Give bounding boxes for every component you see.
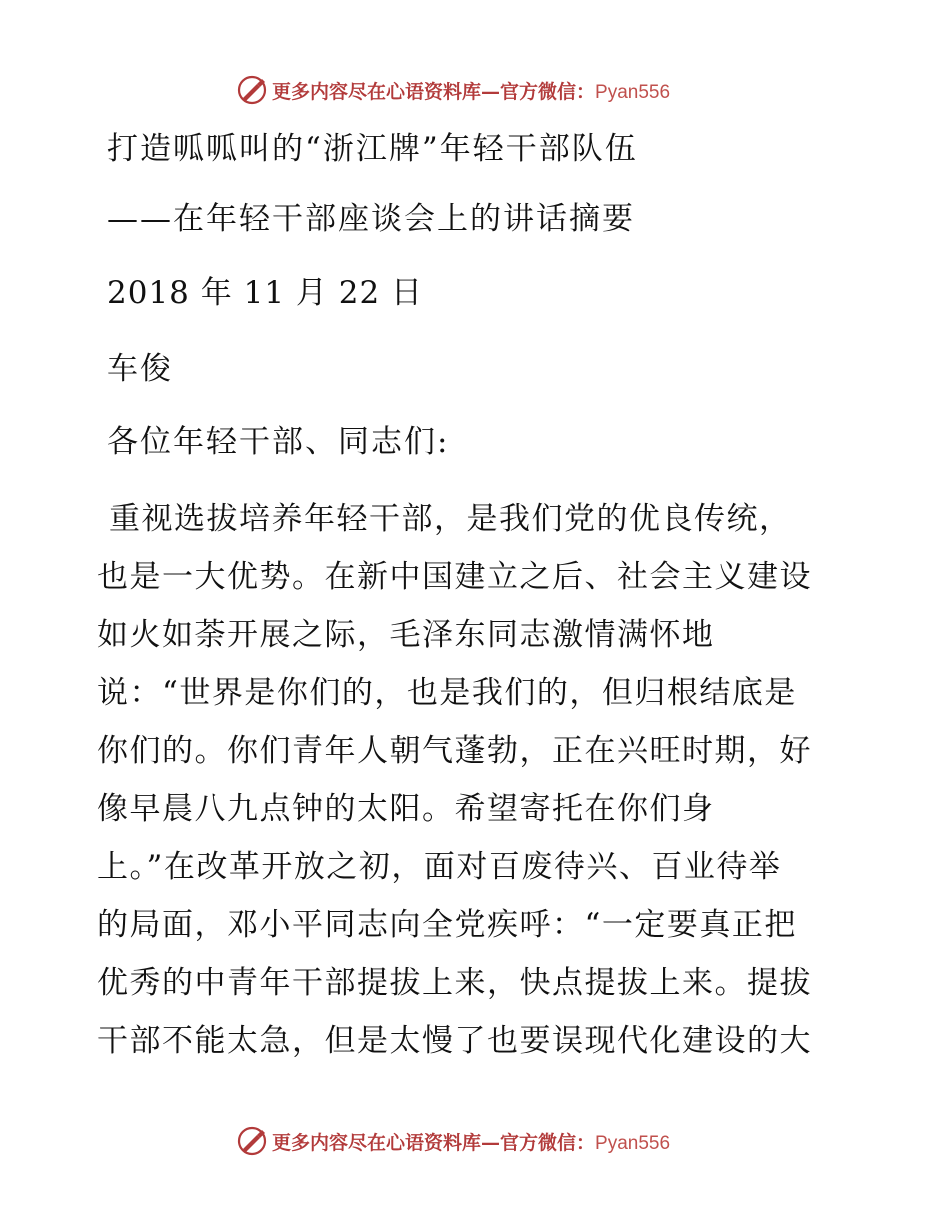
body-paragraph	[97, 499, 853, 1079]
body-line: 像早晨八九点钟的太阳。希望寄托在你们身	[97, 791, 715, 827]
document-title: 打造呱呱叫的“浙江牌”年轻干部队伍	[107, 131, 638, 167]
body-line: 上。”在改革开放之初，面对百废待兴、百业待举	[97, 849, 782, 885]
body-line: 重视选拔培养年轻干部，是我们党的优良传统，	[109, 501, 792, 537]
watermark-text: 更多内容尽在心语资料库—官方微信：Pyan556	[272, 80, 671, 103]
body-line: 说：“世界是你们的，也是我们的，但归根结底是	[97, 675, 797, 711]
body-line: 如火如荼开展之际，毛泽东同志激情满怀地	[97, 617, 715, 653]
pen-logo-icon	[236, 1125, 268, 1157]
document-subtitle: ——在年轻干部座谈会上的讲话摘要	[107, 201, 635, 237]
body-line: 的局面，邓小平同志向全党疾呼：“一定要真正把	[97, 907, 797, 943]
watermark-footer	[236, 1124, 670, 1158]
document-date: 2018 年 11 月 22 日	[107, 275, 424, 311]
watermark-header	[236, 73, 670, 107]
body-line: 也是一大优势。在新中国建立之后、社会主义建设	[97, 559, 812, 595]
body-line: 你们的。你们青年人朝气蓬勃，正在兴旺时期，好	[97, 733, 812, 769]
body-line: 干部不能太急，但是太慢了也要误现代化建设的大	[97, 1023, 812, 1059]
watermark-text: 更多内容尽在心语资料库—官方微信：Pyan556	[272, 1131, 671, 1154]
document-greeting: 各位年轻干部、同志们:	[107, 424, 450, 460]
body-line: 优秀的中青年干部提拔上来，快点提拔上来。提拔	[97, 965, 812, 1001]
document-author: 车俊	[107, 351, 173, 387]
pen-logo-icon	[236, 74, 268, 106]
